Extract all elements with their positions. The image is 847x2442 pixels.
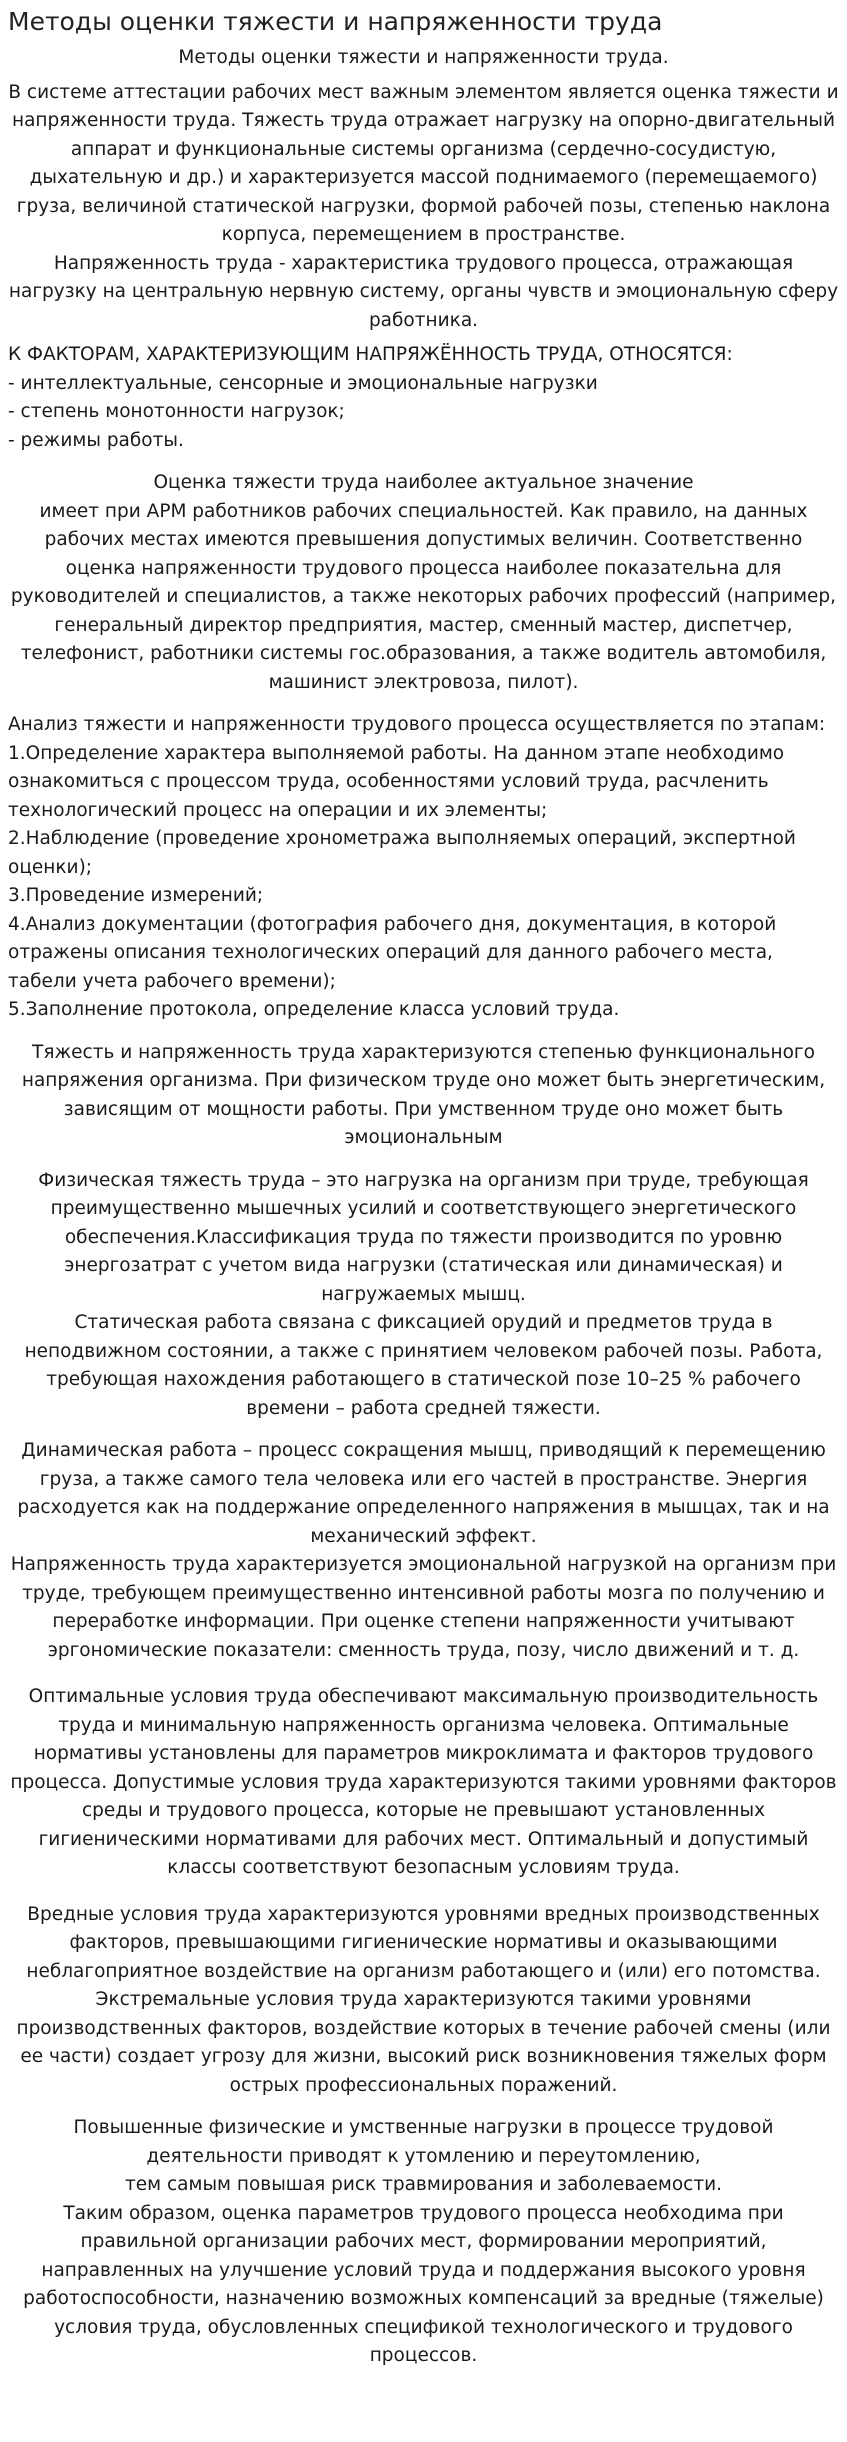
harmful-conditions-paragraph: Вредные условия труда характеризуются уровнями вредных производственных факторов, превышающими гигиенические нормативы и оказывающими неблагоприятное воздействие на организм работающего и (или) его потомства. xyxy=(26,1903,821,1982)
risk-paragraph: тем самым повышая риск травмирования и заболеваемости. xyxy=(124,2174,723,2195)
physical-severity-paragraph: Физическая тяжесть труда – это нагрузка на организм при труде, требующая преимущественно мышечных усилий и соответствующего энергетического обеспечения.Классификация труда по тяжести производится по уровню энергозатрат с учетом вида нагрузки (статическая или динамическая) и нагружаемых мышц. xyxy=(38,1169,809,1305)
factor-list-item: - степень монотонности нагрузок; xyxy=(8,401,345,422)
stage-list-item: 2.Наблюдение (проведение хронометража выполняемых операций, экспертной оценки); xyxy=(8,828,796,878)
optimal-conditions-paragraph: Оптимальные условия труда обеспечивают максимальную производительность труда и минимальную напряженность организма человека. Оптимальные нормативы установлены для параметров микроклимата и факторов трудового процесса. Допустимые условия труда характеризуются такими уровнями факторов среды и трудового процесса, которые не превышают установленных гигиеническими нормативами для рабочих мест. Оптимальный и допустимый классы соответствуют безопасным условиям труда. xyxy=(10,1686,837,1878)
stage-list-item: 1.Определение характера выполняемой работы. На данном этапе необходимо ознакомиться с процессом труда, особенностями условий труда, расчленить технологический процесс на операции и их элементы; xyxy=(8,742,785,821)
stage-list-item: 5.Заполнение протокола, определение класса условий труда. xyxy=(8,999,620,1020)
stage-list-item: 3.Проведение измерений; xyxy=(8,885,264,906)
functional-tension-paragraph: Тяжесть и напряженность труда характеризуются степенью функционального напряжения организма. При физическом труде оно может быть энергетическим, зависящим от мощности работы. При умственном труде оно может быть эмоциональным xyxy=(21,1041,826,1148)
factor-list-item: - интеллектуальные, сенсорные и эмоциональные нагрузки xyxy=(8,372,598,394)
static-work-paragraph: Статическая работа связана с фиксацией орудий и предметов труда в неподвижном состоянии, а также с принятием человеком рабочей позы. Работа, требующая нахождения работающего в статической позе 10–25 % рабочего времени – работа средней тяжести. xyxy=(24,1312,823,1419)
increased-loads-paragraph: Повышенные физические и умственные нагрузки в процессе трудовой деятельности приводят к утомлению и переутомлению, xyxy=(73,2117,774,2167)
work-intensity-paragraph: Напряженность труда характеризуется эмоциональной нагрузкой на организм при труде, требующем преимущественно интенсивной работы мозга по получению и переработке информации. При оценке степени напряженности учитывают эргономические показатели: сменность труда, позу, число движений и т. д. xyxy=(10,1554,837,1661)
intro-paragraph: В системе аттестации рабочих мест важным элементом является оценка тяжести и напряженности труда. Тяжесть труда отражает нагрузку на опорно-двигательный аппарат и функциональные системы организма (сердечно-сосудистую, дыхательную и др.) и характеризуется массой поднимаемого (перемещаемого) груза, величиной статической нагрузки, формой рабочей позы, степенью наклона корпуса, перемещением в пространстве. xyxy=(8,81,839,245)
analysis-stages-heading: Анализ тяжести и напряженности трудового процесса осуществляется по этапам: xyxy=(8,714,826,735)
intensity-definition-paragraph: Напряженность труда - характеристика трудового процесса, отражающая нагрузку на центральную нервную систему, органы чувств и эмоциональную сферу работника. xyxy=(8,252,839,331)
extreme-conditions-paragraph: Экстремальные условия труда характеризуются такими уровнями производственных факторов, воздействие которых в течение рабочей смены (или ее части) создает угрозу для жизни, высокий риск возникновения тяжелых форм острых профессиональных поражений. xyxy=(16,1989,831,2096)
stage-list-item: 4.Анализ документации (фотография рабочего дня, документация, в которой отражены описания технологических операций для данного рабочего места, табели учета рабочего времени); xyxy=(8,913,777,992)
factors-heading: К ФАКТОРАМ, ХАРАКТЕРИЗУЮЩИМ НАПРЯЖЁННОСТЬ ТРУДА, ОТНОСЯТСЯ: xyxy=(8,344,733,365)
factor-list-item: - режимы работы. xyxy=(8,429,184,451)
dynamic-work-paragraph: Динамическая работа – процесс сокращения мышц, приводящий к перемещению груза, а также самого тела человека или его частей в пространстве. Энергия расходуется как на поддержание определенного напряжения в мышцах, так и на механический эффект. xyxy=(17,1440,830,1547)
subtitle-paragraph: Методы оценки тяжести и напряженности труда. xyxy=(178,47,669,68)
page-title: Методы оценки тяжести и напряженности труда xyxy=(8,7,663,36)
assessment-paragraph: имеет при АРМ работников рабочих специальностей. Как правило, на данных рабочих местах имеются превышения допустимых величин. Соответственно оценка напряженности трудового процесса наиболее показательна для руководителей и специалистов, а также некоторых рабочих профессий (например, генеральный директор предприятия, мастер, сменный мастер, диспетчер, телефонист, работники системы гос.образования, а также водитель автомобиля, машинист электровоза, пилот). xyxy=(10,500,837,693)
assessment-lead-paragraph: Оценка тяжести труда наиболее актуальное значение xyxy=(153,472,694,493)
conclusion-paragraph: Таким образом, оценка параметров трудового процесса необходима при правильной организации рабочих мест, формировании мероприятий, направленных на улучшение условий труда и поддержания высокого уровня работоспособности, назначению возможных компенсаций за вредные (тяжелые) условия труда, обусловленных спецификой технологического и трудового процессов. xyxy=(23,2202,824,2366)
